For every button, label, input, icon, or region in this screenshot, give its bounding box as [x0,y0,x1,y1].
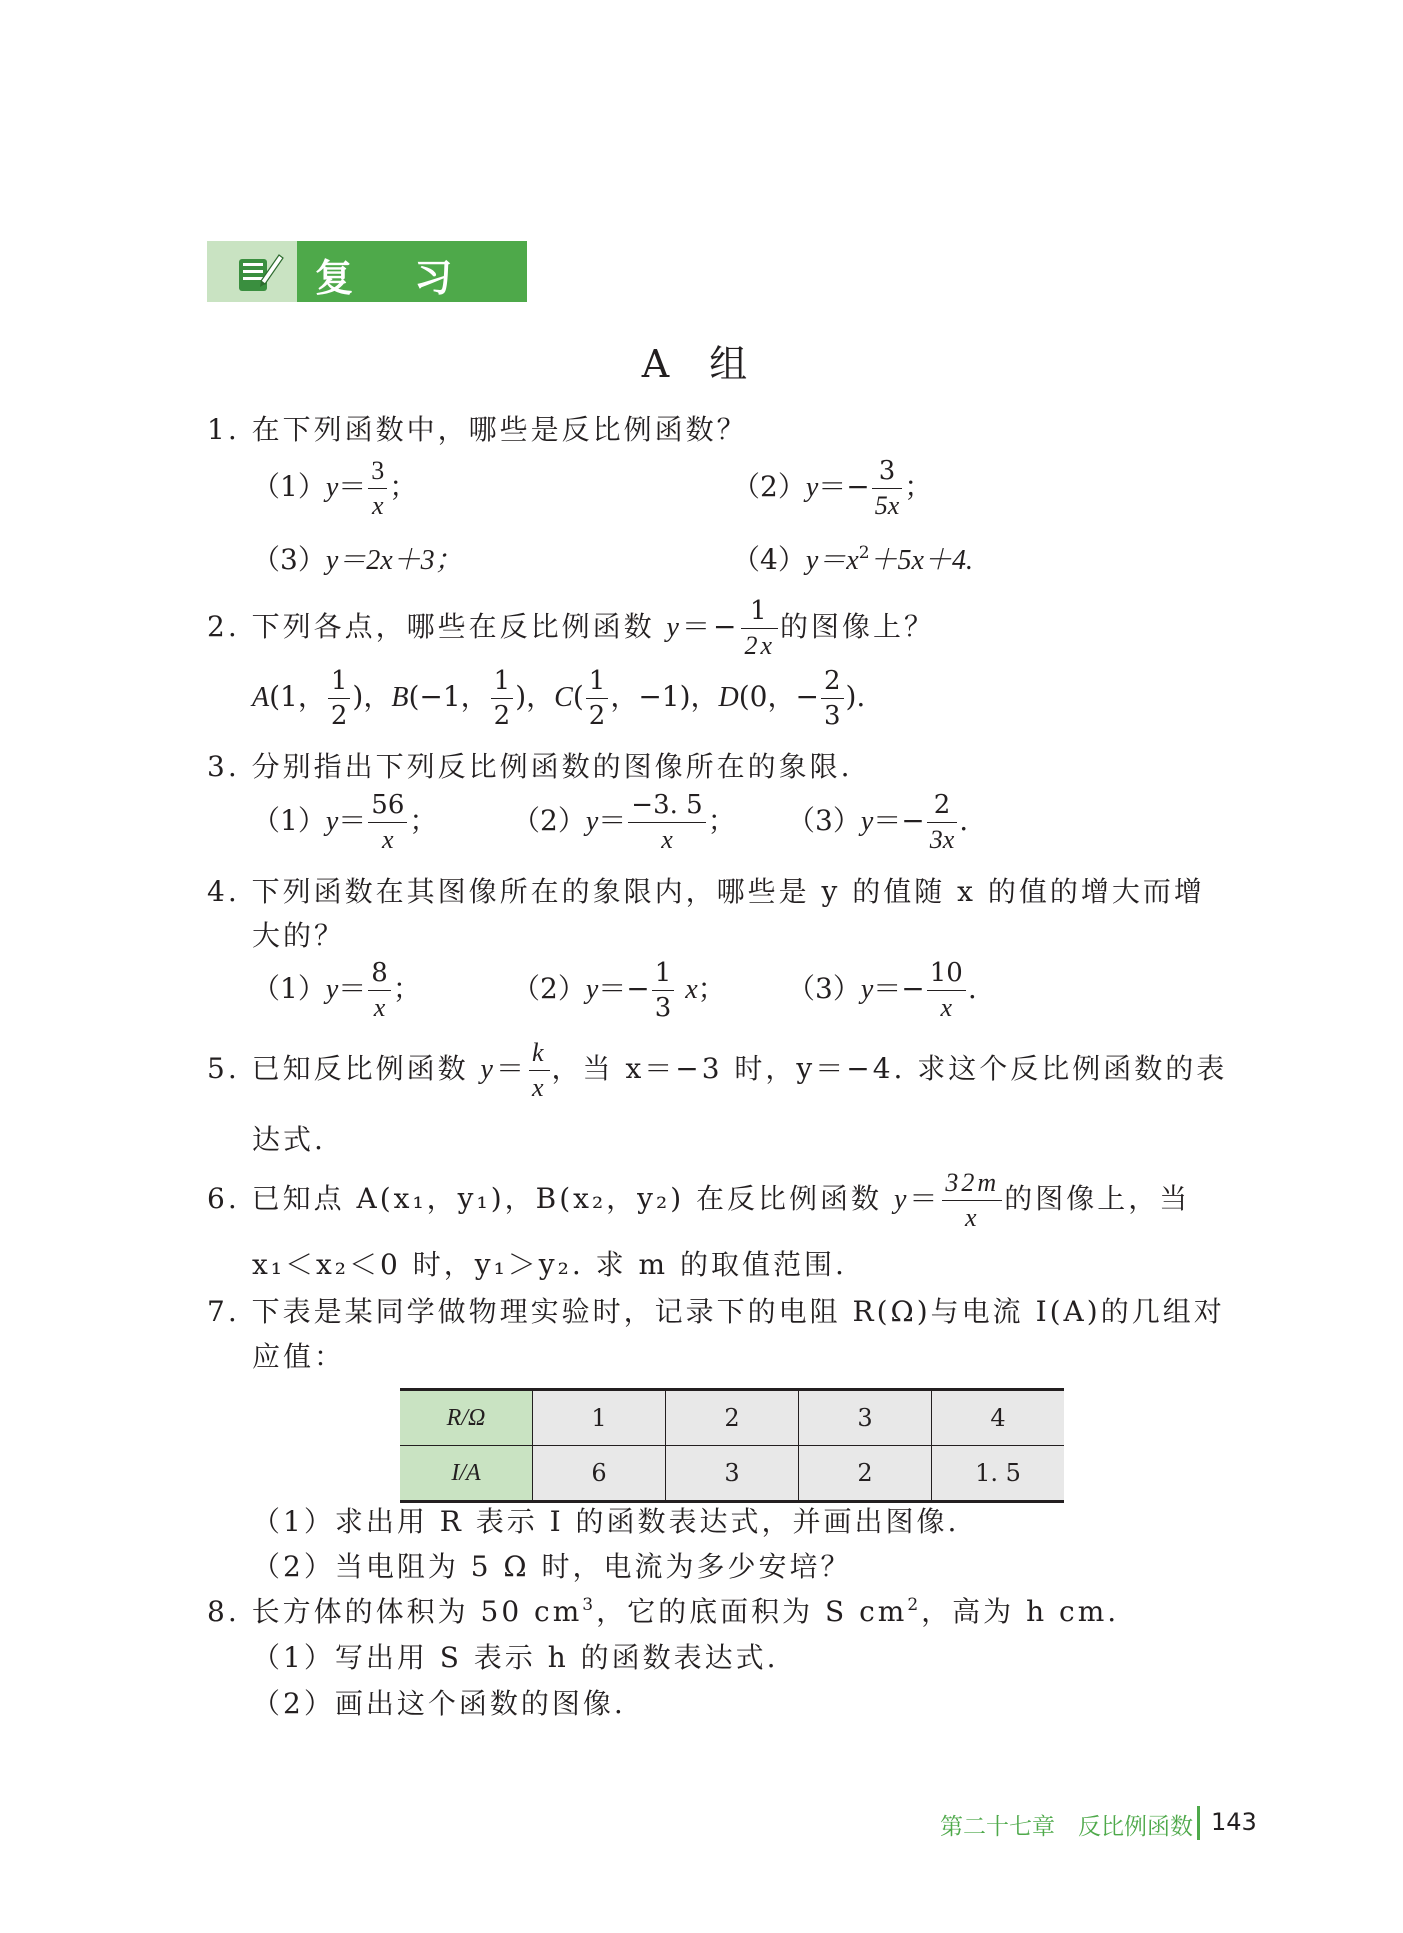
table-cell: 1 [533,1390,666,1446]
question-text: 在下列函数中，哪些是反比例函数？ [251,413,748,446]
q7-sub-2: （2）当电阻为 5 Ω 时，电流为多少安培？ [252,1550,852,1583]
question-4-cont: 大的？ [252,919,346,952]
q1-option-1: （1）y＝ $\frac{3}{x}$ ； [252,456,418,520]
table-row [400,1390,1064,1446]
question-8: 8. 长方体的体积为 50 $cm^3$，它的底面积为 S $cm^2$，高为 h cm. [207,1595,1120,1628]
table-header-cell: R/Ω [400,1390,533,1446]
table-cell: 2 [799,1446,932,1502]
q1-option-4: $(4)y=x^2+5x+4$. [732,543,973,576]
question-7-cont: 应值： [252,1340,346,1373]
resistance-current-table [400,1388,1064,1503]
q2-points: A(1， $\frac{1}{2}$ )，B(−1， $\frac{1}{2}$ )，C( $\frac{1}{2}$ ，−1)，D(0，− $\frac{2}{3}$ ). [252,666,866,731]
table-cell: 3 [799,1390,932,1446]
question-2: 2. 下列各点，哪些在反比例函数 y＝− $\frac{1}{2x}$ 的图像上？ [207,596,936,660]
q7-sub-1: （1）求出用 R 表示 I 的函数表达式，并画出图像. [252,1505,960,1538]
question-3: 3. 分别指出下列反比例函数的图像所在的象限. [207,750,853,783]
table-row [400,1446,1064,1502]
q4-option-2: （2）y＝− $\frac{1}{3}$ x； [512,958,726,1023]
q4-option-1: （1）y＝ $\frac{8}{x}$ ； [252,958,421,1022]
question-1 [207,408,748,448]
section-banner [207,241,527,355]
table-cell: 4 [932,1390,1065,1446]
question-number: 1. [207,413,240,446]
table-cell: 6 [533,1446,666,1502]
question-6: 6. 已知点 A(x₁，y₁)，B(x₂，y₂) 在反比例函数 y＝ $\frac{32m}{x}$ 的图像上，当 [207,1168,1191,1232]
q1-option-3: （3）y＝2x＋3； [252,543,463,576]
q4-option-3: （3）y＝− $\frac{10}{x}$ . [787,958,977,1022]
table-cell: 2 [666,1390,799,1446]
q3-option-2: （2）y＝ $\frac{-3. 5}{x}$ ； [512,790,736,854]
question-6-cont: x₁＜x₂＜0 时，y₁＞y₂. 求 m 的取值范围. [252,1248,847,1281]
section-title: 复 习 题 [315,256,477,355]
q3-option-1: （1）y＝ $\frac{56}{x}$ ； [252,790,438,854]
question-7: 7. 下表是某同学做物理实验时，记录下的电阻 R(Ω)与电流 I(A)的几组对 [207,1295,1225,1328]
q8-sub-1: （1）写出用 S 表示 h 的函数表达式. [252,1641,779,1674]
group-heading: A 组 [641,342,762,386]
notebook-pen-icon [235,251,285,295]
q1-option-2: （2）y＝− $\frac{3}{5x}$ ； [732,456,933,520]
table-cell: 3 [666,1446,799,1502]
table-header-cell: I/A [400,1446,533,1502]
table-cell: 1. 5 [932,1446,1065,1502]
chapter-label: 第二十七章 反比例函数 [940,1814,1193,1840]
q3-option-3: （3）y＝− $\frac{2}{3x}$ . [787,790,969,854]
footer-divider [1197,1806,1200,1840]
q8-sub-2: （2）画出这个函数的图像. [252,1687,626,1720]
page-number: 143 [1211,1808,1257,1836]
question-5-cont: 达式. [252,1123,326,1156]
question-4: 4. 下列函数在其图像所在的象限内，哪些是 y 的值随 x 的值的增大而增 [207,875,1205,908]
question-5: 5. 已知反比例函数 y＝ $\frac{k}{x}$ ，当 x＝−3 时，y＝−4. 求这个反比例函数的表 [207,1038,1228,1102]
